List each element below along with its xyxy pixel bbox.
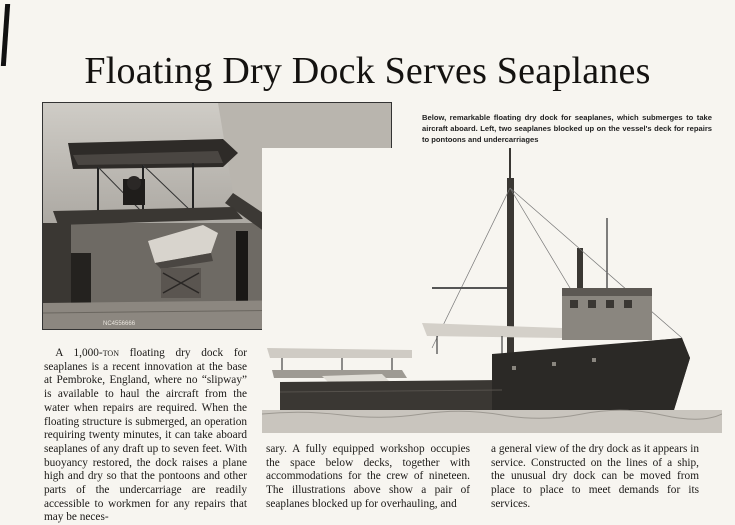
lead-smallcaps: ton (102, 347, 119, 359)
photo-caption: Below, remarkable floating dry dock for seaplanes, which submerges to take aircraft aboard. Left, two seaplanes blocked up on the vessel's deck for repairs to pontoons and undercarriages (422, 112, 712, 144)
photo-stamp: NC4556666 (103, 321, 136, 327)
column-1-text: floating dry dock for seaplanes is a recent innovation at the base at Pembroke, England, where no “slipway” is available to haul the aircraft from the water when repairs are required. When the floating structure is submerged, an operation requiring twenty minutes, it can take aboard seaplanes of any draft up to seven feet. With buoyancy restored, the dock raises a plane high and dry so that the pontoons and other parts of the undercarriage are readily accessible to workmen for any repairs that may be neces- (44, 347, 247, 524)
column-3-text: a general view of the dry dock as it appears in service. Constructed on the lines of a ship, the unusual dry dock can be moved from place to place to meet demands for its services. (491, 443, 699, 510)
article-paragraph-lead (44, 347, 247, 525)
dry-dock-vessel-illustration (262, 148, 722, 433)
lead-words: A 1,000- (55, 347, 103, 359)
dry-dock-vessel-photo (262, 148, 722, 433)
article-column-2 (266, 443, 470, 512)
column-2-text: sary. A fully equipped workshop occupies the space below decks, together with accommodations for the crew of nineteen. The illustrations above show a pair of seaplanes blocked up for overhauling, and (266, 443, 470, 510)
article-column-1 (44, 347, 247, 525)
article-column-3 (491, 443, 699, 512)
article-headline: Floating Dry Dock Serves Seaplanes (84, 50, 651, 92)
